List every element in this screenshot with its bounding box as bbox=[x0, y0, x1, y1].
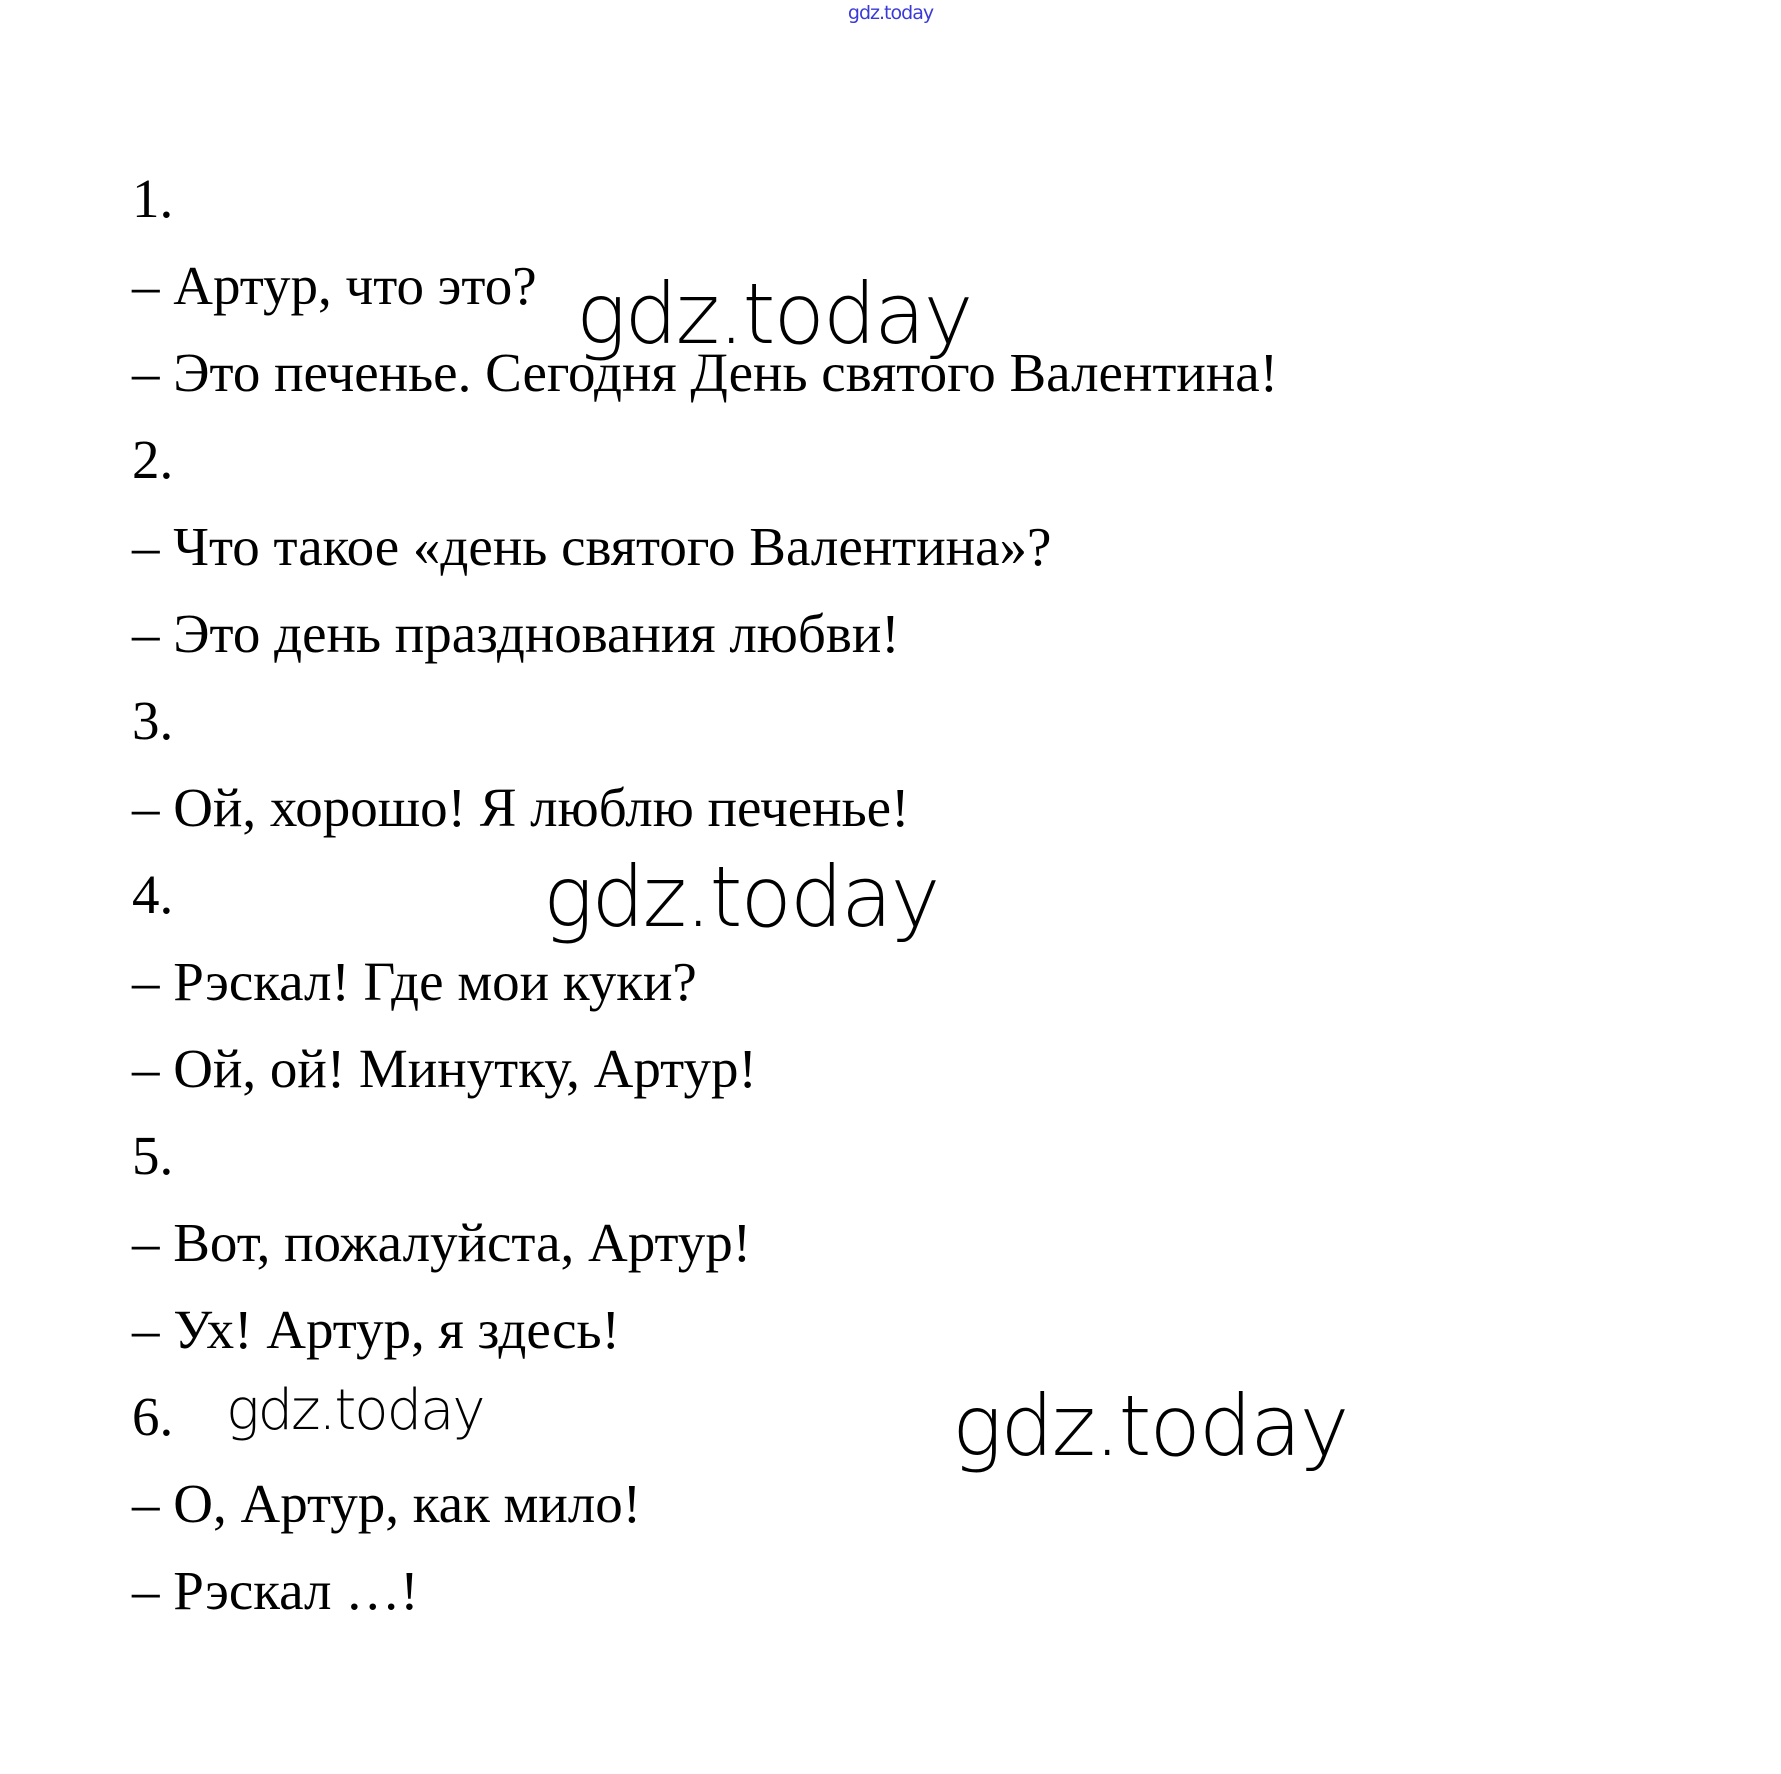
dialogue-line: – Это день празднования любви! bbox=[132, 603, 900, 664]
item-number-2: 2. bbox=[132, 429, 174, 490]
site-label: gdz.today bbox=[847, 2, 934, 24]
dialogue-line: – Рэскал! Где мои куки? bbox=[132, 951, 697, 1012]
item-number-5: 5. bbox=[132, 1125, 174, 1186]
dialogue-line: – Ой, хорошо! Я люблю печенье! bbox=[132, 777, 910, 838]
dialogue-line: – Артур, что это? bbox=[132, 255, 537, 316]
item-number-3: 3. bbox=[132, 690, 174, 751]
watermark: gdz.today bbox=[576, 265, 972, 363]
dialogue-line: – О, Артур, как мило! bbox=[132, 1473, 642, 1534]
item-number-1: 1. bbox=[132, 168, 174, 229]
item-number-6: 6. bbox=[132, 1386, 174, 1447]
dialogue-line: – Ух! Артур, я здесь! bbox=[132, 1299, 620, 1360]
dialogue-line: – Ой, ой! Минутку, Артур! bbox=[132, 1038, 757, 1099]
dialogue-line: – Вот, пожалуйста, Артур! bbox=[132, 1212, 752, 1273]
watermark: gdz.today bbox=[543, 848, 939, 946]
dialogue-line: – Что такое «день святого Валентина»? bbox=[132, 516, 1052, 577]
dialogue-line: – Это печенье. Сегодня День святого Валентина! bbox=[132, 342, 1279, 403]
watermark: gdz.today bbox=[226, 1378, 484, 1443]
watermark: gdz.today bbox=[952, 1377, 1348, 1475]
dialogue-line: – Рэскал …! bbox=[132, 1560, 419, 1621]
item-number-4: 4. bbox=[132, 864, 174, 925]
